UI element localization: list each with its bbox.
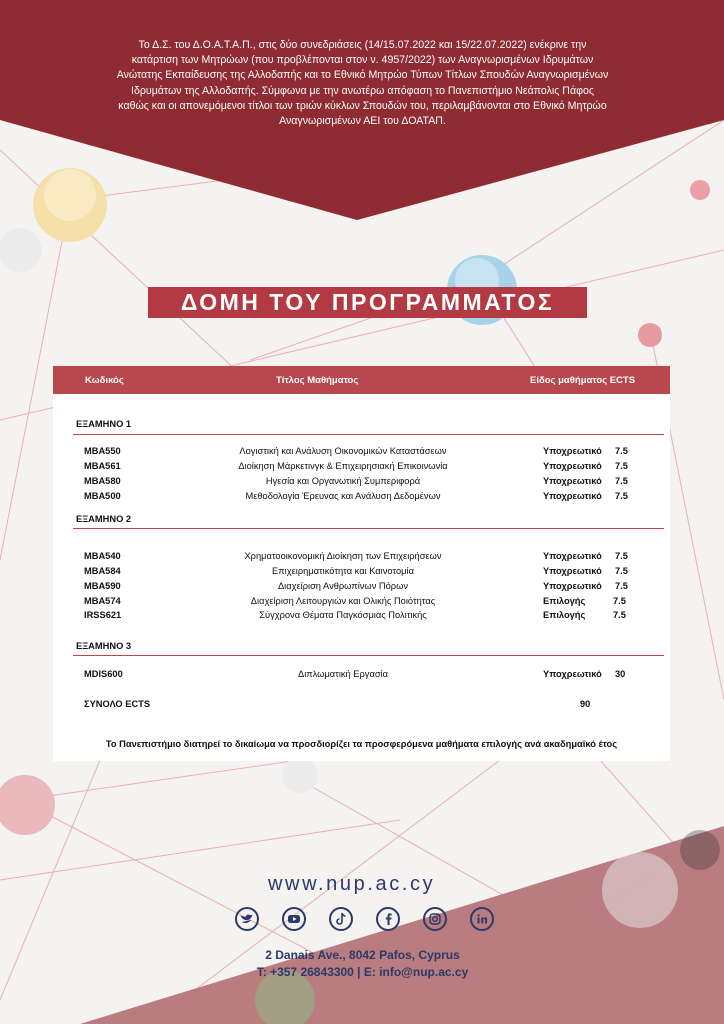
table-row <box>53 566 670 580</box>
course-title: Λογιστική και Ανάλυση Οικονομικών Καταστάσεων <box>239 446 447 456</box>
course-ects: 30 <box>615 669 626 679</box>
table-row <box>53 461 670 475</box>
intro-text: Το Δ.Σ. του Δ.Ο.Α.Τ.Α.Π., στις δύο συνεδριάσεις (14/15.07.2022 και 15/22.07.2022) ενέκρινε την κατάρτιση των Μητρώων (που προβλέπονται στον ν. 4957/2022) των Αναγνωρισμένων Ιδρυμάτων Ανώτατης Εκπαίδευσης της Αλλοδαπής και το Εθνικό Μητρώο Τύπων Τίτλων Σπουδών Αναγνωρισμένων Ιδρυμάτων της Αλλοδαπής. Σύμφωνα με την ανωτέρω απόφαση το Πανεπιστήμιο Νεάπολις Πάφος καθώς και οι απονεμόμενοι τίτλοι των τριών κύκλων Σπουδών του, περιλαμβάνονται στο Εθνικό Μητρώο Αναγνωρισμένων ΑΕΙ του ΔΟΑΤΑΠ. <box>116 39 609 128</box>
course-ects: 7.5 <box>615 566 628 576</box>
tiktok-icon[interactable] <box>329 907 353 931</box>
course-type: Επιλογής <box>543 596 586 606</box>
course-type: Υποχρεωτικό <box>543 461 602 471</box>
semester-label: ΕΞΑΜΗΝΟ 1 <box>76 419 132 429</box>
course-title: Διπλωματική Εργασία <box>297 669 389 679</box>
table-row <box>53 476 670 490</box>
course-type: Υποχρεωτικό <box>543 581 602 591</box>
course-code: IRSS621 <box>84 610 122 620</box>
total-label: ΣΥΝΟΛΟ ECTS <box>84 699 151 709</box>
course-ects: 7.5 <box>613 610 626 620</box>
course-code: MBA500 <box>84 491 121 501</box>
divider <box>73 528 664 529</box>
table-row <box>53 491 670 505</box>
course-ects: 7.5 <box>615 446 628 456</box>
website-link[interactable]: www.nup.ac.cy <box>268 873 436 895</box>
course-title: Μεθοδολογία Έρευνας και Ανάλυση Δεδομένων <box>245 491 441 501</box>
course-code: MBA561 <box>84 461 121 471</box>
course-type: Υποχρεωτικό <box>543 476 602 486</box>
divider <box>73 655 664 656</box>
course-title: Χρηματοοικονομική Διοίκηση των Επιχειρήσεων <box>244 551 442 561</box>
table-row <box>53 596 670 610</box>
section-title: ΔΟΜΗ ΤΟΥ ΠΡΟΓΡΑΜΜΑΤΟΣ <box>148 287 587 318</box>
header-title: Τίτλος Μαθήματος <box>276 375 359 386</box>
course-ects: 7.5 <box>615 581 628 591</box>
facebook-icon[interactable] <box>376 907 400 931</box>
header-type-ects: Είδος μαθήματος ECTS <box>530 375 636 386</box>
youtube-icon[interactable] <box>282 907 306 931</box>
table-header <box>53 366 670 394</box>
course-type: Υποχρεωτικό <box>543 669 602 679</box>
total-value: 90 <box>580 699 591 709</box>
semester-label: ΕΞΑΜΗΝΟ 3 <box>76 641 132 651</box>
course-type: Υποχρεωτικό <box>543 446 602 456</box>
course-ects: 7.5 <box>613 596 626 606</box>
linkedin-icon[interactable] <box>470 907 494 931</box>
course-title: Σύγχρονα Θέματα Παγκόσμιας Πολιτικής <box>259 610 427 620</box>
semester-label: ΕΞΑΜΗΝΟ 2 <box>76 514 132 524</box>
course-code: MBA584 <box>84 566 121 576</box>
elective-note: Το Πανεπιστήμιο διατηρεί το δικαίωμα να προσδιορίζει τα προσφερόμενα μαθήματα επιλογής ανά ακαδημαϊκό έτος <box>105 739 618 749</box>
table-row <box>53 446 670 460</box>
address: 2 Danais Ave., 8042 Pafos, Cyprus <box>265 948 460 962</box>
divider <box>73 434 664 435</box>
course-code: MBA550 <box>84 446 121 456</box>
social-icons <box>235 907 495 935</box>
course-type: Υποχρεωτικό <box>543 551 602 561</box>
course-code: MBA580 <box>84 476 121 486</box>
course-ects: 7.5 <box>615 461 628 471</box>
course-title: Διοίκηση Μάρκετινγκ & Επιχειρησιακή Επικοινωνία <box>238 461 448 471</box>
course-title: Ηγεσία και Οργανωτική Συμπεριφορά <box>265 476 421 486</box>
table-row <box>53 610 670 624</box>
table-row <box>53 669 670 683</box>
course-code: MBA574 <box>84 596 121 606</box>
phone-email[interactable]: T: +357 26843300 | E: info@nup.ac.cy <box>256 965 469 979</box>
twitter-icon[interactable] <box>235 907 259 931</box>
course-type: Επιλογής <box>543 610 586 620</box>
course-ects: 7.5 <box>615 491 628 501</box>
course-title: Επιχειρηματικότητα και Καινοτομία <box>272 566 414 576</box>
header-code: Κωδικός <box>85 375 124 386</box>
table-row <box>53 581 670 595</box>
instagram-icon[interactable] <box>423 907 447 931</box>
course-title: Διαχείριση Ανθρωπίνων Πόρων <box>277 581 409 591</box>
course-code: MBA540 <box>84 551 121 561</box>
table-row <box>53 551 670 565</box>
course-code: MBA590 <box>84 581 121 591</box>
course-type: Υποχρεωτικό <box>543 491 602 501</box>
course-type: Υποχρεωτικό <box>543 566 602 576</box>
course-title: Διαχείριση Λειτουργιών και Ολικής Ποιότητας <box>250 596 436 606</box>
contact-info <box>200 947 525 981</box>
course-ects: 7.5 <box>615 551 628 561</box>
program-structure-table <box>53 366 670 761</box>
course-ects: 7.5 <box>615 476 628 486</box>
course-code: MDIS600 <box>84 669 123 679</box>
